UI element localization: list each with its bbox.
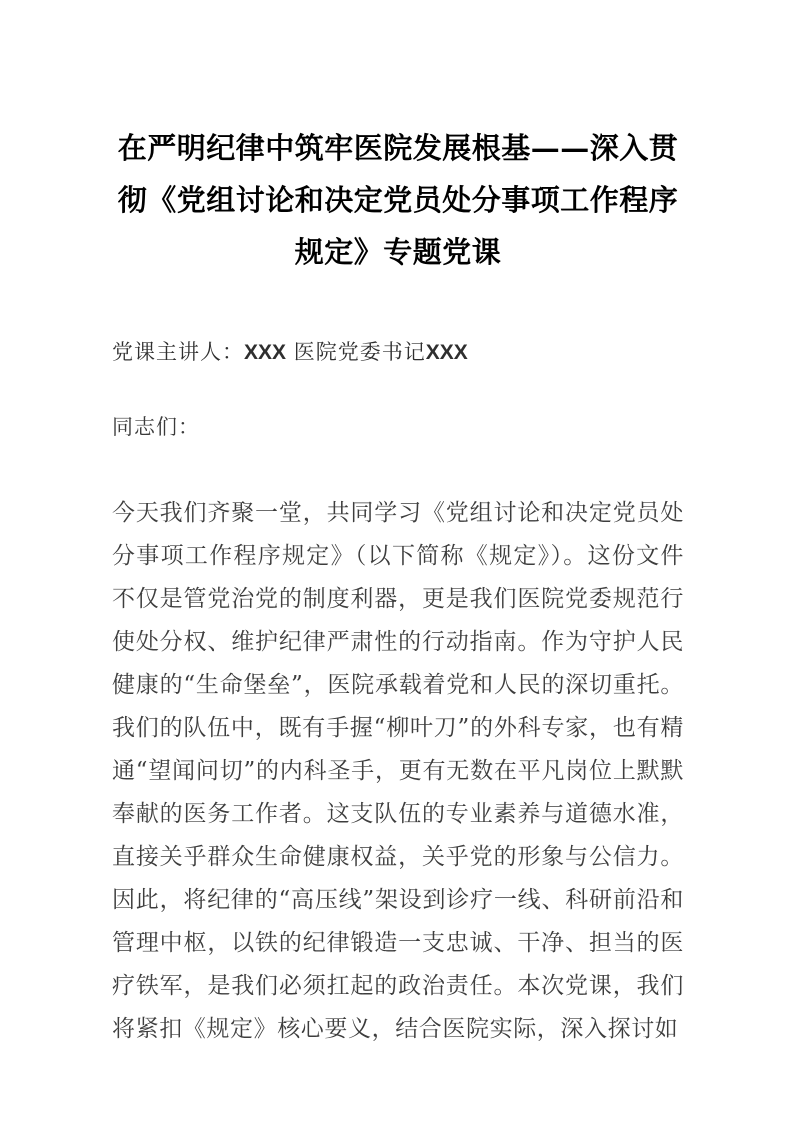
body-paragraph: 今天我们齐聚一堂，共同学习《党组讨论和决定党员处分事项工作程序规定》（以下简称《规定》）。这份文件不仅是管党治党的制度利器，更是我们医院党委规范行使处分权、维护纪律严肃性的行动指南。作为守护人民健康的“生命堡垒”，医院承载着党和人民的深切重托。我们的队伍中，既有手握“柳叶刀”的外科专家，也有精通“望闻问切”的内科圣手，更有无数在平凡岗位上默默奉献的医务工作者。这支队伍的专业素养与道德水准，直接关乎群众生命健康权益，关乎党的形象与公信力。因此，将纪律的“高压线”架设到诊疗一线、科研前沿和管理中枢，以铁的纪律锻造一支忠诚、干净、担当的医疗铁军，是我们必须扛起的政治责任。本次党课，我们将紧扣《规定》核心要义，结合医院实际，深入探讨如 bbox=[112, 500, 684, 1042]
salutation: 同志们： bbox=[112, 415, 200, 439]
page-title: 在严明纪律中筑牢医院发展根基——深入贯彻《党组讨论和决定党员处分事项工作程序规定》专题党课 bbox=[117, 131, 679, 269]
presenter-line bbox=[112, 278, 684, 370]
document-body bbox=[112, 444, 684, 1051]
presenter-affiliation: 医院党委书记 bbox=[286, 340, 426, 364]
presenter-name-suffix: XXX bbox=[425, 341, 468, 364]
presenter-name-prefix: XXX bbox=[244, 341, 287, 364]
document-content-column bbox=[112, 0, 684, 1051]
presenter-label: 党课主讲人： bbox=[112, 340, 244, 364]
